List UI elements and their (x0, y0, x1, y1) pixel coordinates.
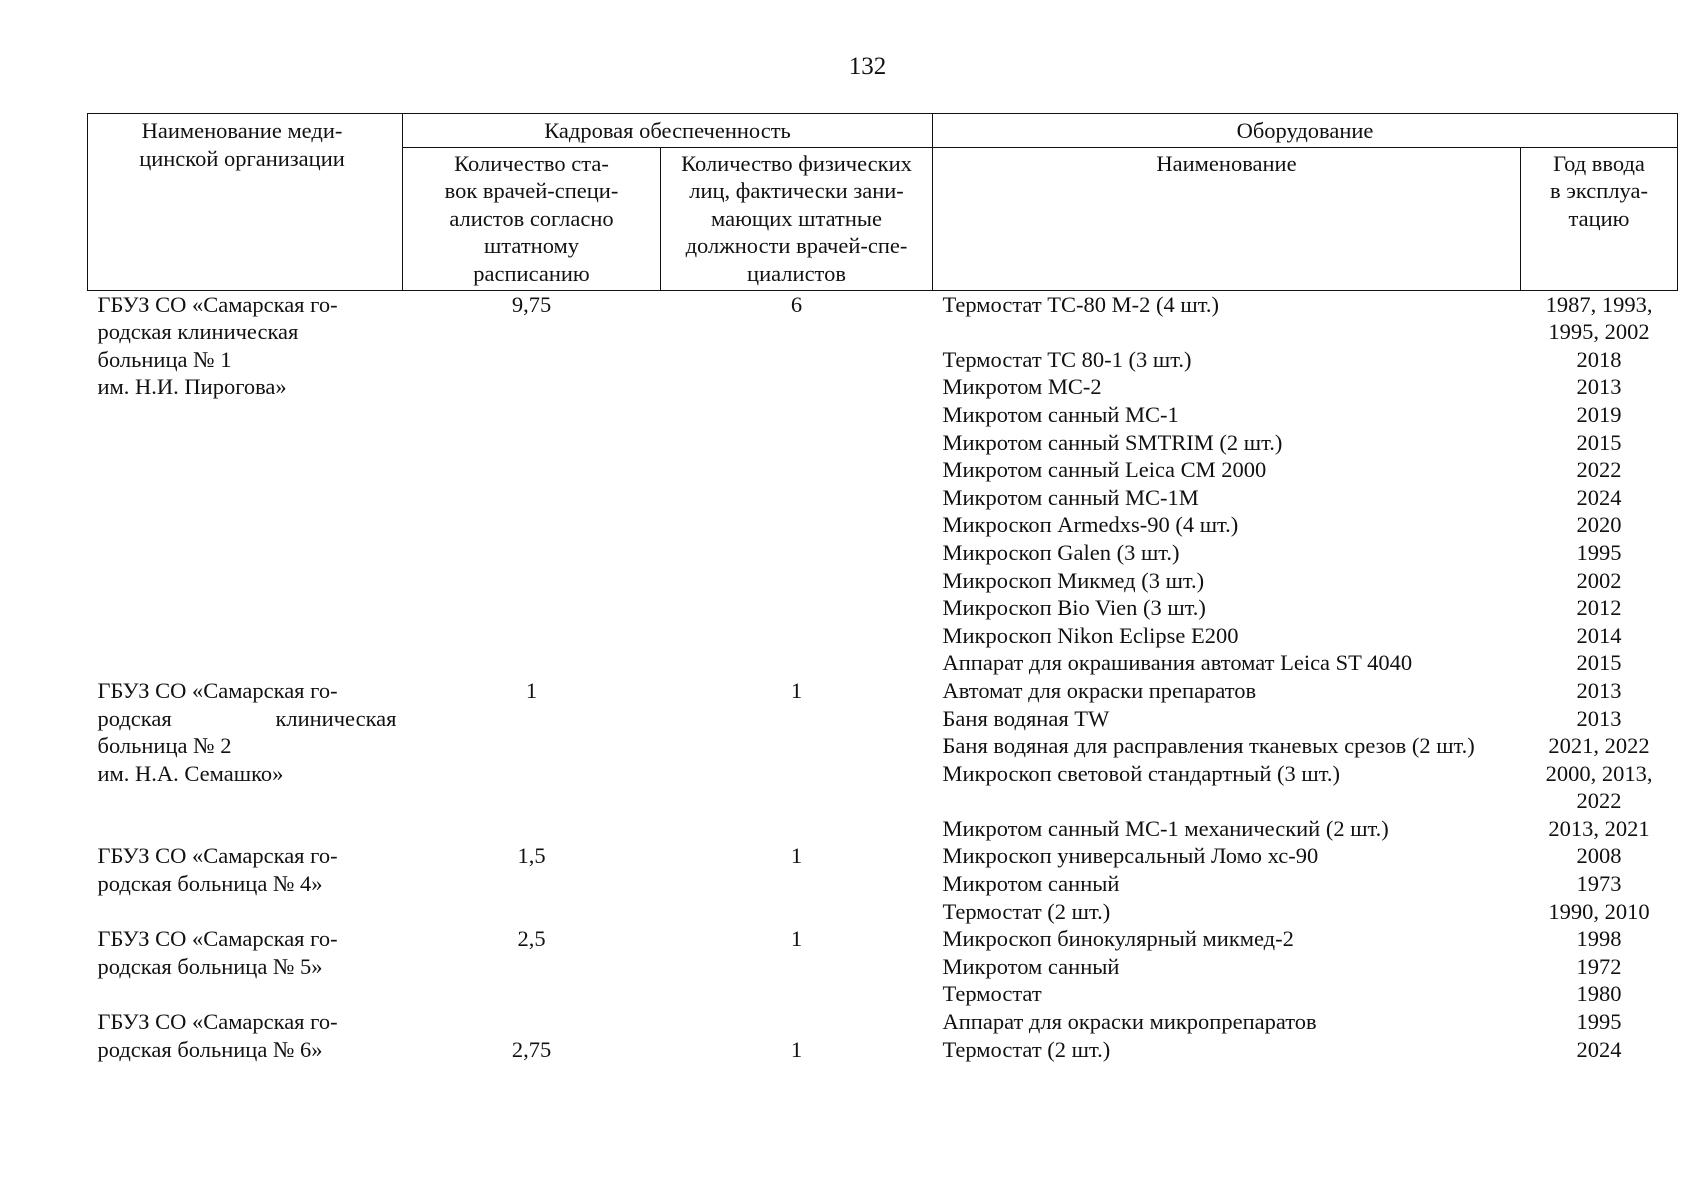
header-line: цинской организации (139, 145, 345, 171)
header-line: штатному (483, 233, 580, 259)
positions-count-cell: 9,75 (511, 291, 552, 317)
equipment-name-cell: Термостат (2 шт.) (942, 1036, 1111, 1062)
staffing-equipment-table (87, 113, 1678, 1063)
org-name-line: больница № 2 (97, 733, 232, 759)
equipment-name-cell: Термостат ТС 80-1 (3 шт.) (942, 346, 1192, 372)
header-year-commissioned (1521, 147, 1678, 290)
header-line: Наименование меди- (141, 118, 343, 143)
positions-count-cell: 1 (525, 677, 538, 703)
org-name-line: родская клиническая (97, 319, 299, 345)
header-equipment-name: Наименование (933, 147, 1521, 290)
equipment-name-cell: Микротом санный SMTRIM (2 шт.) (942, 429, 1283, 455)
year-cell: 1980 (1576, 981, 1622, 1007)
year-cell: 2013, 2021 (1548, 815, 1650, 841)
equipment-name-cell: Микротом санный (942, 953, 1120, 979)
org-name-line: им. Н.И. Пирогова» (97, 374, 287, 400)
header-positions-count (403, 147, 661, 290)
header-line: вок врачей-специ- (444, 178, 619, 204)
positions-count-cell: 1,5 (517, 843, 546, 869)
equipment-name-cell: Аппарат для окрашивания автомат Leica ST 4040 (942, 650, 1413, 676)
equipment-name-cell: Термостат (942, 981, 1042, 1007)
persons-count-cell (661, 1008, 933, 1036)
year-cell: 2013 (1576, 705, 1622, 731)
year-cell: 2008 (1576, 843, 1622, 869)
persons-count-cell: 1 (790, 1036, 803, 1062)
header-equipment-group: Оборудование (933, 114, 1678, 148)
persons-count-cell: 6 (790, 291, 803, 317)
year-line: 2000, 2013, (1545, 760, 1653, 786)
equipment-name-cell: Автомат для окраски препаратов (942, 677, 1257, 703)
org-name-word: клиническая (275, 705, 397, 731)
header-line: Количество ста- (454, 150, 609, 176)
year-cell: 2002 (1576, 567, 1622, 593)
year-cell: 2014 (1576, 622, 1622, 648)
year-cell: 2013 (1576, 677, 1622, 703)
year-cell: 1998 (1576, 926, 1622, 952)
table-row (88, 677, 1678, 705)
equipment-name-cell: Микроскоп бинокулярный микмед-2 (942, 926, 1294, 952)
org-name-cell (88, 842, 403, 925)
year-cell: 2019 (1576, 401, 1622, 427)
equipment-name-cell: Микротом санный МС-1М (942, 484, 1199, 510)
header-line: лиц, фактически зани- (689, 178, 904, 204)
equipment-name-cell: Аппарат для окраски микропрепаратов (942, 1009, 1317, 1035)
year-cell (1521, 760, 1678, 815)
equipment-name-cell: Термостат (2 шт.) (942, 898, 1111, 924)
header-line: тацию (1568, 205, 1630, 231)
year-cell: 2013 (1576, 374, 1622, 400)
org-name-line: им. Н.А. Семашко» (97, 760, 284, 786)
org-name-word: родская (97, 705, 172, 731)
year-line: 2022 (1576, 788, 1622, 814)
year-line: 1987, 1993, (1545, 291, 1653, 317)
org-name-cell (88, 677, 403, 843)
equipment-name-cell: Микроскоп световой стандартный (3 шт.) (942, 760, 1340, 786)
table-row (88, 925, 1678, 953)
org-name-line: ГБУЗ СО «Самарская го- (97, 843, 338, 869)
year-cell: 1990, 2010 (1548, 898, 1650, 924)
header-line: Количество физических (681, 150, 912, 176)
year-cell: 2018 (1576, 346, 1622, 372)
header-staffing-group: Кадровая обеспеченность (403, 114, 933, 148)
year-cell: 1995 (1576, 539, 1622, 565)
table-row (88, 1008, 1678, 1036)
year-line: 1995, 2002 (1548, 319, 1650, 345)
table-row (88, 842, 1678, 870)
org-name-line: ГБУЗ СО «Самарская го- (97, 1009, 338, 1035)
table-body (88, 290, 1678, 1063)
org-name-line: родская больница № 5» (97, 953, 323, 979)
positions-count-cell: 2,5 (517, 926, 546, 952)
org-name-line: ГБУЗ СО «Самарская го- (97, 291, 338, 317)
equipment-name-cell: Микроскоп Armedxs-90 (4 шт.) (942, 512, 1239, 538)
header-line: должности врачей-спе- (685, 233, 908, 259)
org-name-cell (88, 290, 403, 677)
equipment-name-cell: Микроскоп универсальный Ломо хс-90 (942, 843, 1319, 869)
org-name-line: ГБУЗ СО «Самарская го- (97, 677, 338, 703)
header-line: расписанию (473, 260, 590, 286)
org-name-line (98, 705, 397, 733)
persons-count-cell: 1 (790, 843, 803, 869)
org-name-line: родская больница № 6» (97, 1036, 323, 1062)
year-cell: 2015 (1576, 650, 1622, 676)
year-cell: 2015 (1576, 429, 1622, 455)
org-name-line: больница № 1 (97, 346, 232, 372)
equipment-name-cell: Микроскоп Микмед (3 шт.) (942, 567, 1205, 593)
year-cell (1521, 290, 1678, 346)
equipment-name-cell: Микротом санный Leica CM 2000 (942, 457, 1267, 483)
equipment-table-container (87, 113, 1677, 1063)
header-org-name (88, 114, 403, 291)
org-name-line: родская больница № 4» (97, 871, 323, 897)
org-name-line: ГБУЗ СО «Самарская го- (97, 926, 338, 952)
year-cell: 2022 (1576, 457, 1622, 483)
equipment-name-cell: Микротом санный (942, 871, 1120, 897)
header-line: мающих штатные (711, 205, 882, 231)
equipment-name-cell: Микротом санный МС-1 (942, 401, 1179, 427)
equipment-name-cell: Микроскоп Bio Vien (3 шт.) (942, 595, 1206, 621)
header-persons-count (661, 147, 933, 290)
year-cell: 1972 (1576, 953, 1622, 979)
equipment-name-cell: Термостат ТС-80 М-2 (4 шт.) (942, 291, 1219, 317)
year-cell: 2024 (1576, 1036, 1622, 1062)
equipment-name-cell: Баня водяная TW (942, 705, 1110, 731)
persons-count-cell: 1 (790, 677, 803, 703)
equipment-name-cell: Микроскоп Galen (3 шт.) (942, 539, 1180, 565)
year-cell: 1995 (1576, 1009, 1622, 1035)
header-line: алистов согласно (449, 205, 614, 231)
table-header (88, 114, 1678, 291)
year-cell: 2021, 2022 (1548, 733, 1650, 759)
year-cell: 2024 (1576, 484, 1622, 510)
persons-count-cell: 1 (790, 926, 803, 952)
year-cell: 2012 (1576, 595, 1622, 621)
equipment-name-cell: Микротом МС-2 (942, 374, 1102, 400)
header-line: циалистов (747, 260, 846, 286)
positions-count-cell: 2,75 (511, 1036, 552, 1062)
page-number: 132 (848, 53, 887, 80)
equipment-name-cell: Микротом санный МС-1 механический (2 шт.) (942, 815, 1389, 841)
header-line: Год ввода (1553, 150, 1645, 176)
org-name-cell (88, 1008, 403, 1063)
year-cell: 2020 (1576, 512, 1622, 538)
equipment-name-cell: Микроскоп Nikon Eclipse E200 (942, 622, 1239, 648)
org-name-cell (88, 925, 403, 1008)
positions-count-cell (403, 1008, 661, 1036)
equipment-name-cell: Баня водяная для расправления тканевых срезов (2 шт.) (942, 733, 1475, 759)
year-cell: 1973 (1576, 871, 1622, 897)
header-line: в эксплуа- (1550, 178, 1648, 204)
table-row (88, 290, 1678, 346)
